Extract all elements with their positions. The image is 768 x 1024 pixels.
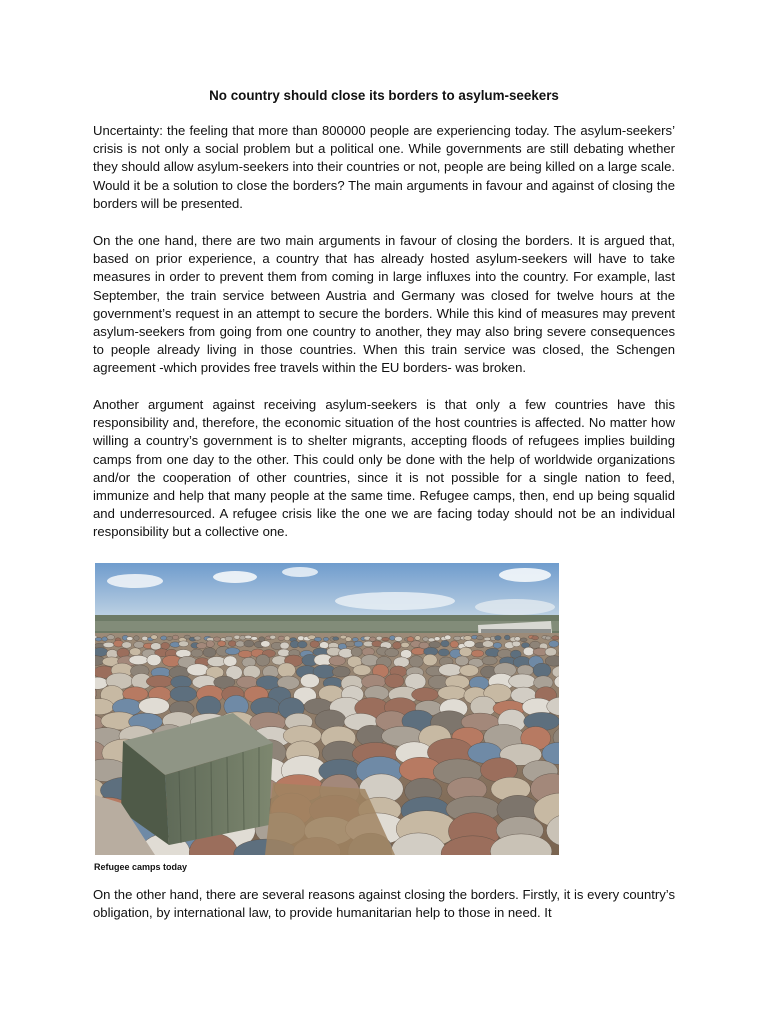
tent-shape: [236, 641, 245, 647]
figure-caption: Refugee camps today: [94, 862, 188, 872]
tent-shape: [332, 666, 350, 677]
tent-shape: [482, 641, 493, 648]
tent-shape: [196, 643, 206, 649]
tent-shape: [484, 637, 491, 641]
tent-shape: [244, 640, 254, 647]
tent-shape: [504, 635, 510, 640]
paragraph-arguments-against-closing: On the other hand, there are several reasons against closing the borders. Firstly, it is every country’s obligation, by international law, to provide humanitarian help to those in need. It: [93, 887, 675, 921]
tent-shape: [552, 636, 559, 640]
tent-shape: [310, 641, 319, 648]
refugee-camp-photo: [95, 563, 559, 855]
tent-shape: [429, 641, 440, 648]
tent-shape: [170, 686, 197, 702]
tent-shape: [122, 642, 132, 648]
tent-shape: [107, 635, 115, 640]
tent-shape: [532, 636, 539, 640]
tent-shape: [464, 640, 475, 647]
tent-shape: [194, 636, 201, 640]
tent-shape: [139, 698, 170, 715]
tent-shape: [280, 642, 289, 649]
paragraph-intro: Uncertainty: the feeling that more than 800000 people are experiencing today. The asylum-seekers’ crisis is not only a social problem but a political one. While governments are still debating whether they should allow asylum-seekers into their countries or not, people are being killed on a large scale. Would it be a solution to close the borders? The main arguments in favour and against of closing the borders will be presented.: [93, 123, 675, 211]
tent-shape: [394, 657, 410, 668]
tent-shape: [172, 635, 178, 640]
tent-shape: [278, 649, 290, 657]
tent-shape: [256, 655, 270, 667]
tent-shape: [423, 637, 429, 641]
tent-shape: [245, 635, 252, 639]
tent-shape: [493, 643, 502, 649]
tent-shape: [251, 637, 258, 641]
tent-shape: [161, 636, 168, 640]
tent-shape: [460, 665, 479, 677]
tent-shape: [213, 637, 220, 641]
tent-shape: [95, 638, 102, 642]
tent-shape: [549, 641, 559, 648]
tent-shape: [300, 674, 319, 688]
tent-shape: [423, 654, 437, 666]
document-title: No country should close its borders to asylum-seekers: [209, 88, 559, 103]
tent-shape: [261, 641, 270, 647]
tent-shape: [278, 663, 296, 678]
tent-shape: [351, 647, 362, 656]
tent-shape: [151, 635, 158, 640]
tent-shape: [454, 636, 462, 640]
tent-shape: [329, 656, 346, 666]
tent-shape: [298, 641, 307, 648]
tent-shape: [412, 688, 439, 702]
tent-shape: [187, 664, 209, 676]
tent-shape: [352, 638, 358, 642]
paragraph-economic-argument: Another argument against receiving asylum-seekers is that only a few countries have this responsibility and, therefore, the economic situation of the host countries is affected. No matter how willing a country’s government is to shelter migrants, accepting floods of refugees implies building camps from one day to the other. This could only be done with the help of worldwide organizations and/or the cooperation of other countries, since it is not possible for a single nation to feed, immunize and help that many people at the same time. Refugee camps, then, end up being squalid and underresourced. A refugee crisis like the one we are facing today should not be an individual responsibility but a collective one.: [93, 397, 675, 540]
tent-shape: [395, 636, 403, 641]
tent-shape: [455, 656, 469, 666]
tent-shape: [228, 641, 236, 647]
tent-shape: [439, 664, 462, 676]
tent-shape: [385, 674, 404, 688]
tent-shape: [234, 635, 240, 639]
tent-shape: [382, 637, 390, 641]
tent-shape: [345, 641, 354, 647]
tent-shape: [545, 648, 557, 656]
tent-shape: [225, 648, 240, 655]
tent-shape: [509, 674, 536, 688]
paragraph-arguments-for-closing: On the one hand, there are two main arguments in favour of closing the borders. It is argued that, based on prior experience, a country that has already hosted asylum-seekers will have to take measures in order to prevent them from coming in large influxes into the country. For example, last September, the train service between Austria and Germany was closed for twelve hours at the government’s request in an attempt to secure the borders. While this kind of measures may prevent asylum-seekers from going from one country to another, they may also bring severe consequences to people already living in those countries. When this train service was closed, the Schengen agreement -which provides free travels within the EU borders- was broken.: [93, 233, 675, 376]
tent-shape: [441, 640, 449, 647]
tent-shape: [545, 636, 551, 640]
tent-shape: [385, 648, 399, 656]
tent-shape: [284, 636, 290, 641]
tent-shape: [95, 648, 108, 657]
tent-shape: [278, 636, 284, 640]
tent-shape: [206, 641, 214, 648]
tent-shape: [333, 637, 339, 641]
tent-shape: [482, 656, 497, 665]
tent-shape: [530, 641, 541, 648]
tent-shape: [134, 636, 140, 641]
tent-shape: [345, 637, 351, 642]
tent-shape: [393, 642, 402, 649]
tent-shape: [471, 650, 483, 657]
tent-shape: [238, 651, 252, 658]
tent-shape: [477, 636, 484, 640]
tent-shape: [166, 637, 173, 641]
tent-shape: [415, 636, 421, 641]
tent-shape: [191, 649, 203, 657]
tent-shape: [147, 654, 161, 665]
tent-shape: [401, 642, 409, 647]
tent-shape: [224, 656, 237, 667]
tent-shape: [495, 636, 502, 641]
tent-shape: [130, 648, 141, 656]
tent-shape: [218, 641, 226, 647]
tent-shape: [320, 642, 329, 649]
tent-shape: [142, 636, 148, 640]
tent-shape: [327, 647, 341, 656]
tent-shape: [512, 641, 521, 647]
tent-shape: [361, 655, 379, 666]
tent-shape: [407, 637, 414, 642]
tent-shape: [353, 665, 371, 676]
tent-shape: [438, 686, 466, 700]
tent-shape: [409, 656, 423, 668]
tent-shape: [129, 655, 148, 664]
tent-shape: [161, 642, 170, 649]
tent-shape: [127, 637, 133, 641]
tent-shape: [146, 675, 172, 687]
tent-shape: [134, 641, 145, 648]
tent-shape: [445, 635, 451, 640]
tent-shape: [203, 648, 216, 658]
tent-shape: [354, 641, 363, 647]
tent-shape: [464, 636, 472, 641]
tent-shape: [520, 638, 527, 642]
tent-shape: [523, 647, 534, 656]
tent-shape: [450, 641, 458, 648]
tent-shape: [376, 636, 382, 640]
tent-shape: [103, 642, 114, 647]
tent-shape: [179, 641, 189, 647]
tent-shape: [434, 637, 440, 641]
tent-shape: [225, 636, 233, 641]
tent-shape: [438, 649, 449, 656]
tent-shape: [515, 637, 521, 641]
tent-shape: [459, 647, 472, 656]
tent-shape: [533, 663, 551, 677]
tent-shape: [270, 635, 276, 639]
tent-shape: [411, 648, 425, 655]
tent-shape: [323, 637, 329, 641]
